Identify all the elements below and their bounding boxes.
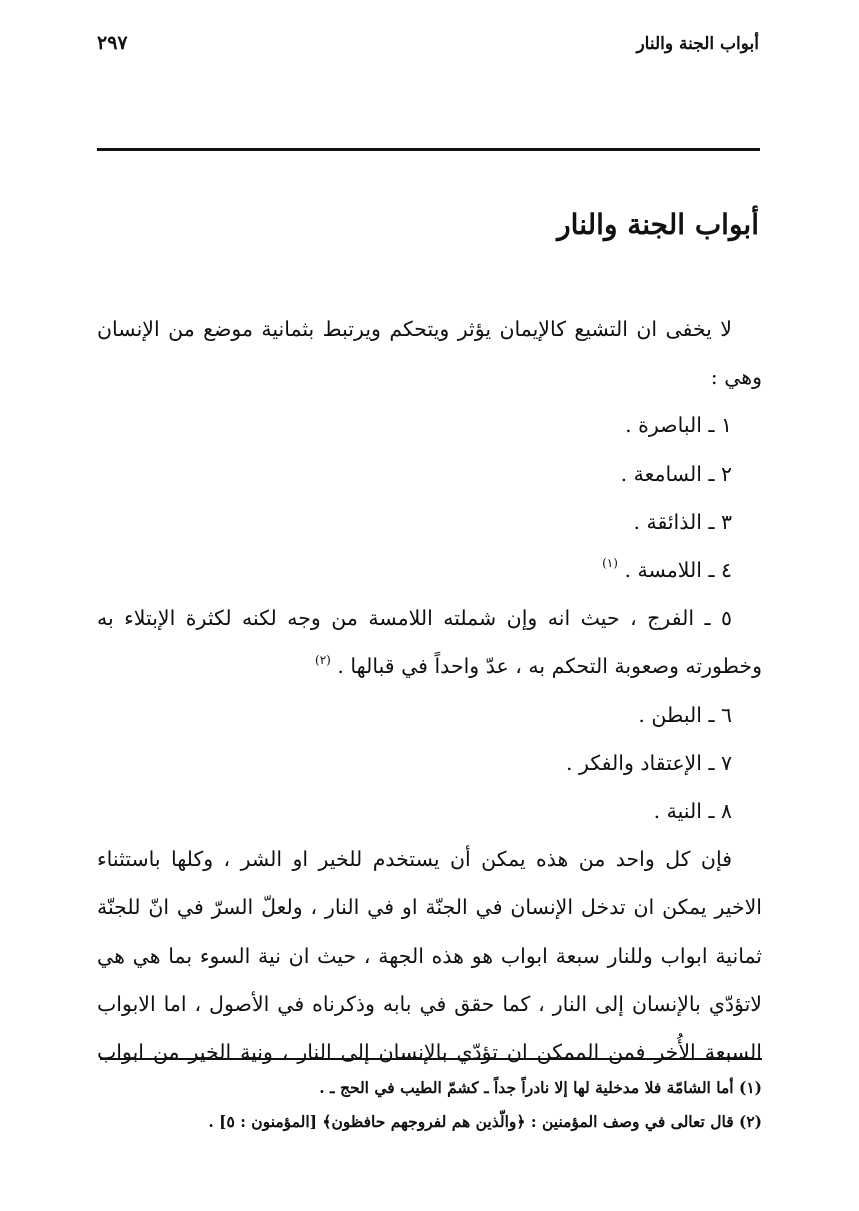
footnote-marker[interactable]: (٢) [315,652,331,667]
body-text [97,305,762,1076]
closing-paragraph: فإن كل واحد من هذه يمكن أن يستخدم للخير او الشر ، وكلها باستثناء الاخير يمكن ان تدخل الإنسان في الجنّة او في النار ، ولعلّ السرّ في انّ للجنّة ثمانية ابواب وللنار سبعة ابواب هو هذه الجهة ، حيث ان نية السوء بما هي هي لاتؤدّي بالإنسان إلى النار ، كما حقق في بابه وذكرناه في الأصول ، اما الابواب السبعة الأُخر فمن الممكن ان تؤدّي بالإنسان إلى النار ، ونية الخير من ابواب [97,847,762,1065]
list-item [97,401,762,449]
list-item [97,450,762,498]
item-five-paragraph [97,594,762,690]
list-item [97,498,762,546]
intro-paragraph: لا يخفى ان التشيع كالإيمان يؤثر ويتحكم ويرتبط بثمانية موضع من الإنسان وهي : [97,317,762,390]
footnote-2: (٢) قال تعالى في وصف المؤمنين : ﴿والّذين هم لفروجهم حافظون﴾ [المؤمنون : ٥] . [208,1112,762,1131]
footnote-marker[interactable]: (١) [602,556,618,571]
footnotes [97,1071,762,1139]
header-rule [97,148,760,151]
running-title: أبواب الجنة والنار [636,34,759,54]
list-item-text: ٢ ـ السامعة . [620,461,732,486]
list-item [97,691,762,739]
list-item-text: ٦ ـ البطن . [638,702,732,727]
page-number: ٢٩٧ [97,32,128,54]
list-item-text: ٧ ـ الإعتقاد والفكر . [566,750,732,775]
chapter-title: أبواب الجنة والنار [557,208,759,241]
footnote-1: (١) أما الشامّة فلا مدخلية لها إلا نادراً جداً ـ كشمّ الطيب في الحج ـ . [319,1078,762,1097]
list-item-text: ١ ـ الباصرة . [625,413,732,438]
footnote-rule [100,1058,762,1060]
item-five-text: ٥ ـ الفرج ، حيث انه وإن شملته اللامسة من وجه لكنه لكثرة الإبتلاء به وخطورته وصعوبة التحكم به ، عدّ واحداً في قبالها . [97,606,762,679]
list-item [97,787,762,835]
list-item-text: ٨ ـ النية . [653,799,732,824]
list-item [97,739,762,787]
list-item-text: ٤ ـ اللامسة . [624,558,732,583]
list-item-text: ٣ ـ الذائقة . [633,509,732,534]
list-item [97,546,762,594]
